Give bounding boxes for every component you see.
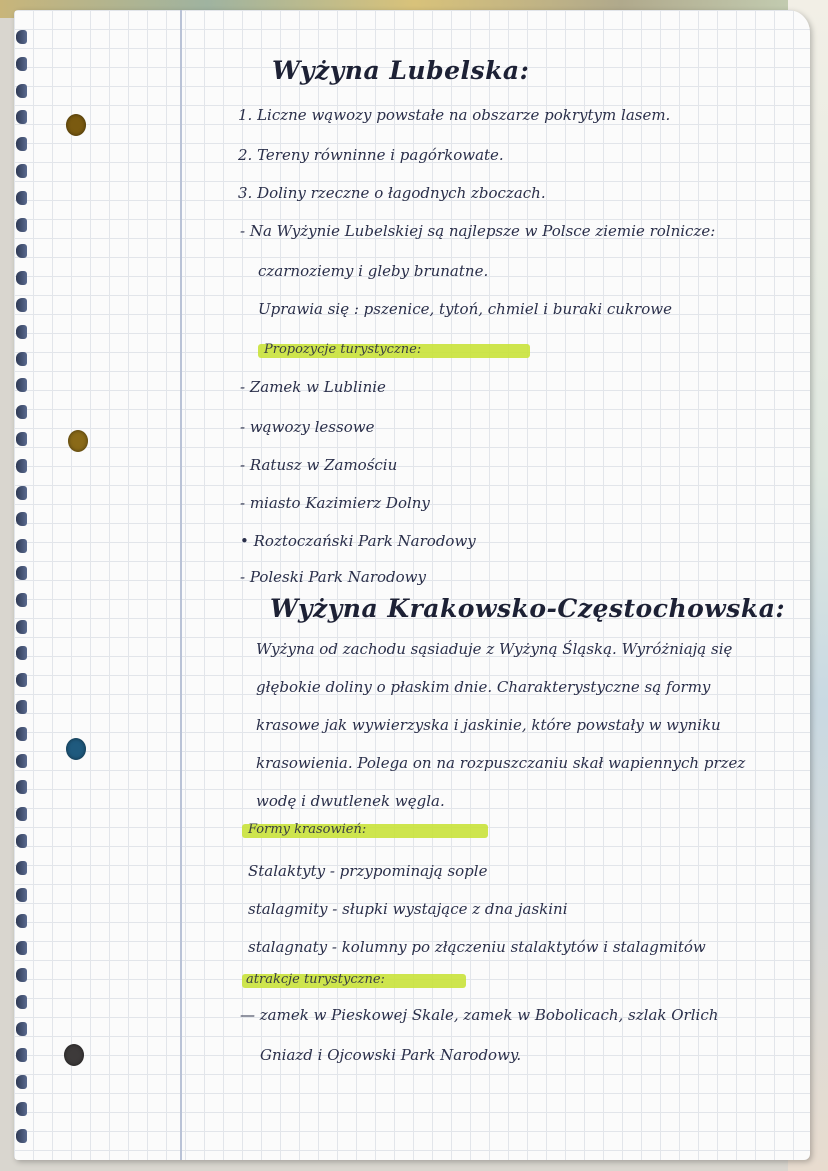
punch-hole (64, 1044, 84, 1066)
soil-line-1: - Na Wyżynie Lubelskiej są najlepsze w Polsce ziemie rolnicze: (240, 222, 716, 240)
forms-item: stalagmity - słupki wystające z dna jaskini (248, 900, 568, 918)
spiral-ring (16, 164, 27, 178)
spiral-ring (16, 995, 27, 1009)
paragraph-line: wodę i dwutlenek węgla. (256, 792, 445, 810)
spiral-ring (16, 432, 27, 446)
list-item: 2. Tereny równinne i pagórkowate. (238, 146, 504, 164)
spiral-ring (16, 512, 27, 526)
spiral-ring (16, 673, 27, 687)
spiral-ring (16, 84, 27, 98)
spiral-ring (16, 30, 27, 44)
spiral-ring (16, 861, 27, 875)
tourism-item: - Ratusz w Zamościu (240, 456, 398, 474)
spiral-ring (16, 646, 27, 660)
spiral-ring (16, 244, 27, 258)
spiral-ring (16, 459, 27, 473)
forms-item: Stalaktyty - przypominają sople (248, 862, 488, 880)
soil-line-2: czarnoziemy i gleby brunatne. (258, 262, 489, 280)
spiral-ring (16, 1075, 27, 1089)
spiral-ring (16, 727, 27, 741)
paragraph-line: głębokie doliny o płaskim dnie. Charakterystyczne są formy (256, 678, 711, 696)
paragraph-line: krasowe jak wywierzyska i jaskinie, które powstały w wyniku (256, 716, 721, 734)
spiral-ring (16, 780, 27, 794)
spiral-ring (16, 218, 27, 232)
margin-line (180, 10, 182, 1160)
spiral-ring (16, 888, 27, 902)
spiral-ring (16, 566, 27, 580)
notebook-page (14, 10, 810, 1160)
paragraph-line: krasowienia. Polega on na rozpuszczaniu skał wapiennych przez (256, 754, 746, 772)
attractions-line-2: Gniazd i Ojcowski Park Narodowy. (260, 1046, 522, 1064)
spiral-ring (16, 191, 27, 205)
tourism-item: - Poleski Park Narodowy (240, 568, 426, 586)
spiral-ring (16, 57, 27, 71)
attractions-line-1: — zamek w Pieskowej Skale, zamek w Bobolicach, szlak Orlich (240, 1006, 719, 1024)
tourism-item: - Zamek w Lublinie (240, 378, 386, 396)
spiral-ring (16, 1022, 27, 1036)
spiral-ring (16, 486, 27, 500)
punch-hole (68, 430, 88, 452)
section-title-lubelska: Wyżyna Lubelska: (272, 56, 530, 85)
tourism-heading: Propozycje turystyczne: (264, 342, 422, 357)
spiral-ring (16, 271, 27, 285)
spiral-ring (16, 378, 27, 392)
section-title-krakowsko: Wyżyna Krakowsko-Częstochowska: (270, 594, 786, 623)
spiral-ring (16, 1102, 27, 1116)
tourism-item: - miasto Kazimierz Dolny (240, 494, 430, 512)
spiral-ring (16, 914, 27, 928)
spiral-ring (16, 620, 27, 634)
paragraph-line: Wyżyna od zachodu sąsiaduje z Wyżyną Śląską. Wyróżniają się (256, 640, 733, 658)
punch-hole (66, 738, 86, 760)
spiral-binding (16, 30, 30, 1160)
spiral-ring (16, 1129, 27, 1143)
spiral-ring (16, 539, 27, 553)
spiral-ring (16, 941, 27, 955)
spiral-ring (16, 968, 27, 982)
spiral-ring (16, 754, 27, 768)
spiral-ring (16, 298, 27, 312)
tourism-item: • Roztoczański Park Narodowy (240, 532, 476, 550)
attractions-heading: atrakcje turystyczne: (246, 972, 385, 987)
spiral-ring (16, 352, 27, 366)
spiral-ring (16, 137, 27, 151)
spiral-ring (16, 807, 27, 821)
list-item: 3. Doliny rzeczne o łagodnych zboczach. (238, 184, 546, 202)
punch-hole (66, 114, 86, 136)
tourism-item: - wąwozy lessowe (240, 418, 375, 436)
spiral-ring (16, 834, 27, 848)
spiral-ring (16, 405, 27, 419)
spiral-ring (16, 1048, 27, 1062)
spiral-ring (16, 593, 27, 607)
forms-heading: Formy krasowień: (248, 822, 367, 837)
crops-line: Uprawia się : pszenice, tytoń, chmiel i buraki cukrowe (258, 300, 672, 318)
forms-item: stalagnaty - kolumny po złączeniu stalaktytów i stalagmitów (248, 938, 706, 956)
spiral-ring (16, 700, 27, 714)
list-item: 1. Liczne wąwozy powstałe na obszarze pokrytym lasem. (238, 106, 671, 124)
spiral-ring (16, 325, 27, 339)
spiral-ring (16, 110, 27, 124)
